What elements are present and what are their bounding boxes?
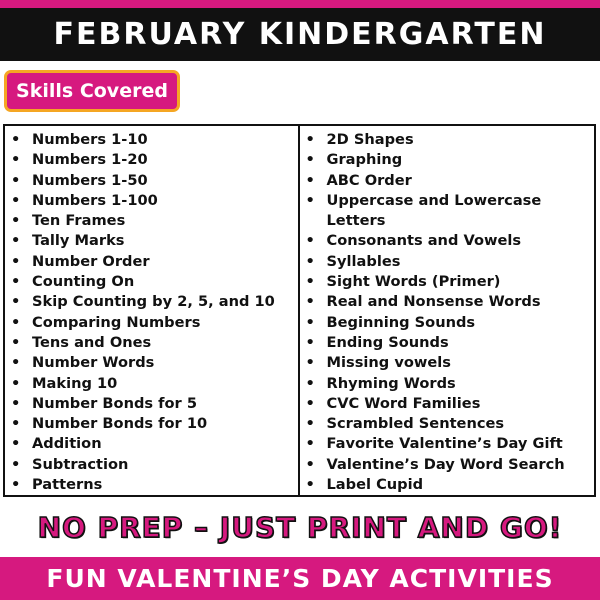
skill-item: • Tally Marks bbox=[5, 231, 298, 251]
skill-item: • Numbers 1-100 bbox=[5, 191, 298, 211]
skill-item: • Number Words bbox=[5, 353, 298, 373]
skills-column-right bbox=[300, 126, 595, 495]
skill-item: • CVC Word Families bbox=[300, 394, 595, 414]
skill-item: • Subtraction bbox=[5, 455, 298, 475]
skill-item: • Ending Sounds bbox=[300, 333, 595, 353]
skill-item: • Patterns bbox=[5, 475, 298, 495]
skill-item: • Graphing bbox=[300, 150, 595, 170]
no-prep-tagline: NO PREP – JUST PRINT AND GO! bbox=[37, 510, 563, 544]
skill-item: • Missing vowels bbox=[300, 353, 595, 373]
skill-item: • Number Bonds for 5 bbox=[5, 394, 298, 414]
page-title: FEBRUARY KINDERGARTEN bbox=[0, 8, 600, 61]
skills-column-left bbox=[5, 126, 300, 495]
skill-item: • Uppercase and Lowercase Letters bbox=[300, 191, 569, 232]
skill-item: • Rhyming Words bbox=[300, 374, 595, 394]
skill-item: • Valentine’s Day Word Search bbox=[300, 455, 595, 475]
skill-item: • Label Cupid bbox=[300, 475, 595, 495]
skill-item: • Numbers 1-50 bbox=[5, 171, 298, 191]
skill-item: • ABC Order bbox=[300, 171, 595, 191]
skill-item: • Beginning Sounds bbox=[300, 313, 595, 333]
skill-item: • Number Bonds for 10 bbox=[5, 414, 298, 434]
skill-item: • Consonants and Vowels bbox=[300, 231, 595, 251]
skill-item: • Ten Frames bbox=[5, 211, 298, 231]
skills-covered-badge: Skills Covered bbox=[4, 70, 180, 112]
footer-banner: FUN VALENTINE’S DAY ACTIVITIES bbox=[0, 557, 600, 600]
skill-item: • Tens and Ones bbox=[5, 333, 298, 353]
skill-item: • Making 10 bbox=[5, 374, 298, 394]
skill-item: • Addition bbox=[5, 434, 298, 454]
skill-item: • Number Order bbox=[5, 252, 298, 272]
skill-item: • Sight Words (Primer) bbox=[300, 272, 595, 292]
skill-item: • Favorite Valentine’s Day Gift bbox=[300, 434, 595, 454]
skill-item: • Comparing Numbers bbox=[5, 313, 298, 333]
skill-item: • Counting On bbox=[5, 272, 298, 292]
skill-item: • Scrambled Sentences bbox=[300, 414, 595, 434]
skill-item: • 2D Shapes bbox=[300, 130, 595, 150]
skill-item: • Numbers 1-10 bbox=[5, 130, 298, 150]
skill-item: • Numbers 1-20 bbox=[5, 150, 298, 170]
skill-item: • Skip Counting by 2, 5, and 10 bbox=[5, 292, 298, 312]
skills-table bbox=[3, 124, 596, 497]
skill-item: • Real and Nonsense Words bbox=[300, 292, 595, 312]
skill-item: • Syllables bbox=[300, 252, 595, 272]
top-accent-stripe bbox=[0, 0, 600, 8]
